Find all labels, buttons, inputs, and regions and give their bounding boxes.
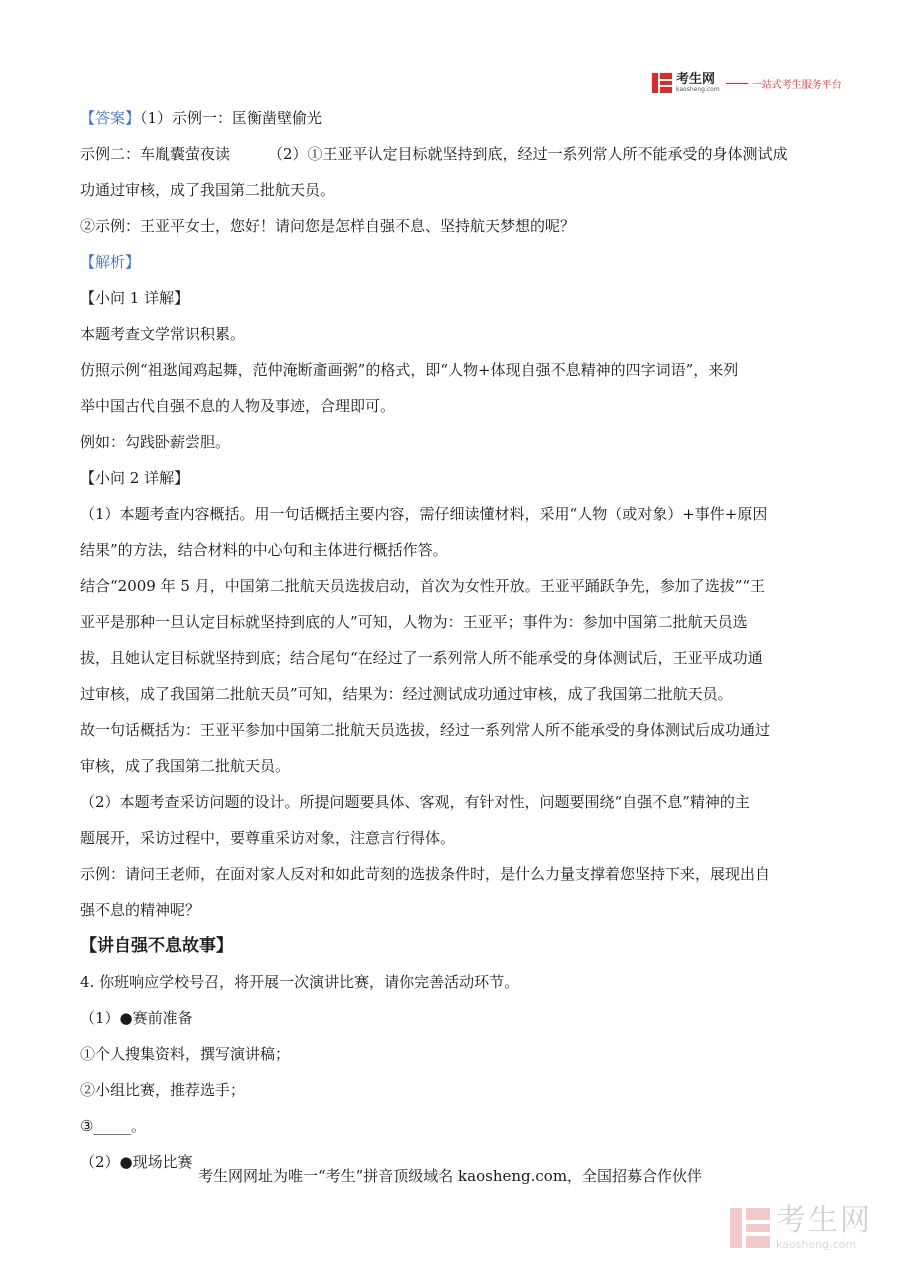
analysis-line: 结合“2009 年 5 月，中国第二批航天员选拔启动，首次为女性开放。王亚平踊跃争先，参加了选拔”“王 bbox=[80, 577, 766, 595]
answer-line: ②示例：王亚平女士，您好！请问您是怎样自强不息、坚持航天梦想的呢？ bbox=[80, 217, 576, 235]
answer-line bbox=[80, 136, 820, 172]
watermark-icon bbox=[730, 1208, 770, 1248]
answer-tag: 【答案】 bbox=[80, 109, 141, 127]
analysis-line bbox=[80, 244, 820, 280]
question-line: （2）●现场比赛 bbox=[80, 1153, 193, 1171]
analysis-line: 本题考查文学常识积累。 bbox=[80, 325, 246, 343]
header-logo bbox=[652, 72, 842, 94]
analysis-line: 题展开，采访过程中，要尊重采访对象，注意言行得体。 bbox=[80, 829, 456, 847]
logo-divider bbox=[726, 83, 748, 84]
watermark-text bbox=[776, 1203, 872, 1251]
section-heading: 【讲自强不息故事】 bbox=[80, 936, 233, 956]
analysis-line: （2）本题考查采访问题的设计。所提问题要具体、客观，有针对性，问题要围绕“自强不息”精神的主 bbox=[80, 793, 750, 811]
analysis-line: 例如：勾践卧薪尝胆。 bbox=[80, 433, 231, 451]
watermark-domain: kaosheng.com bbox=[776, 1238, 857, 1251]
logo-name: 考生网 bbox=[676, 72, 716, 87]
question-line: （1）●赛前准备 bbox=[80, 1009, 193, 1027]
analysis-line: 过审核，成了我国第二批航天员”可知，结果为：经过测试成功通过审核，成了我国第二批航天员。 bbox=[80, 685, 733, 703]
question-line: ②小组比赛，推荐选手； bbox=[80, 1081, 246, 1099]
line-text: （1）示例一：匡衡凿壁偷光 bbox=[140, 109, 323, 127]
logo-domain: kaosheng.com bbox=[676, 86, 720, 93]
analysis-line: 结果”的方法，结合材料的中心句和主体进行概括作答。 bbox=[80, 541, 448, 559]
analysis-line: 举中国古代自强不息的人物及事迹，合理即可。 bbox=[80, 397, 396, 415]
logo-icon bbox=[652, 73, 672, 93]
logo-text bbox=[676, 73, 720, 93]
analysis-line: 仿照示例“祖逖闻鸡起舞，范仲淹断齑画粥”的格式，即“人物+体现自强不息精神的四字词语”，来列 bbox=[80, 361, 739, 379]
logo-slogan: 一站式考生服务平台 bbox=[751, 79, 842, 91]
analysis-line: 审核，成了我国第二批航天员。 bbox=[80, 757, 291, 775]
analysis-tag: 【解析】 bbox=[80, 253, 141, 271]
analysis-line: 亚平是那种一旦认定目标就坚持到底的人”可知，人物为：王亚平；事件为：参加中国第二批航天员选 bbox=[80, 613, 748, 631]
line-text: 示例二：车胤囊萤夜读 bbox=[80, 145, 231, 163]
subquestion-heading: 【小问 2 详解】 bbox=[80, 469, 190, 487]
analysis-line: 强不息的精神呢？ bbox=[80, 901, 201, 919]
analysis-line: 拔，且她认定目标就坚持到底；结合尾句“在经过了一系列常人所不能承受的身体测试后，王亚平成功通 bbox=[80, 649, 763, 667]
answer-line bbox=[80, 100, 820, 136]
question-line: 4. 你班响应学校号召，将开展一次演讲比赛，请你完善活动环节。 bbox=[80, 973, 520, 991]
answer-line: 功通过审核，成了我国第二批航天员。 bbox=[80, 181, 336, 199]
watermark-logo bbox=[730, 1203, 872, 1251]
question-line: ①个人搜集资料，撰写演讲稿； bbox=[80, 1045, 291, 1063]
document-body bbox=[80, 100, 820, 1180]
line-text: （2）①王亚平认定目标就坚持到底，经过一系列常人所不能承受的身体测试成 bbox=[268, 145, 788, 163]
analysis-line: （1）本题考查内容概括。用一句话概括主要内容，需仔细读懂材料，采用“人物（或对象）+事件+原因 bbox=[80, 505, 768, 523]
question-line: ③_____。 bbox=[80, 1117, 146, 1135]
analysis-line: 故一句话概括为：王亚平参加中国第二批航天员选拔，经过一系列常人所不能承受的身体测试后成功通过 bbox=[80, 721, 771, 739]
subquestion-heading: 【小问 1 详解】 bbox=[80, 289, 190, 307]
watermark-name: 考生网 bbox=[776, 1203, 872, 1238]
analysis-line: 示例：请问王老师，在面对家人反对和如此苛刻的选拔条件时，是什么力量支撑着您坚持下来，展现出自 bbox=[80, 865, 771, 883]
page-footer: 考生网网址为唯一“考生”拼音顶级域名 kaosheng.com，全国招募合作伙伴 bbox=[197, 1167, 703, 1185]
